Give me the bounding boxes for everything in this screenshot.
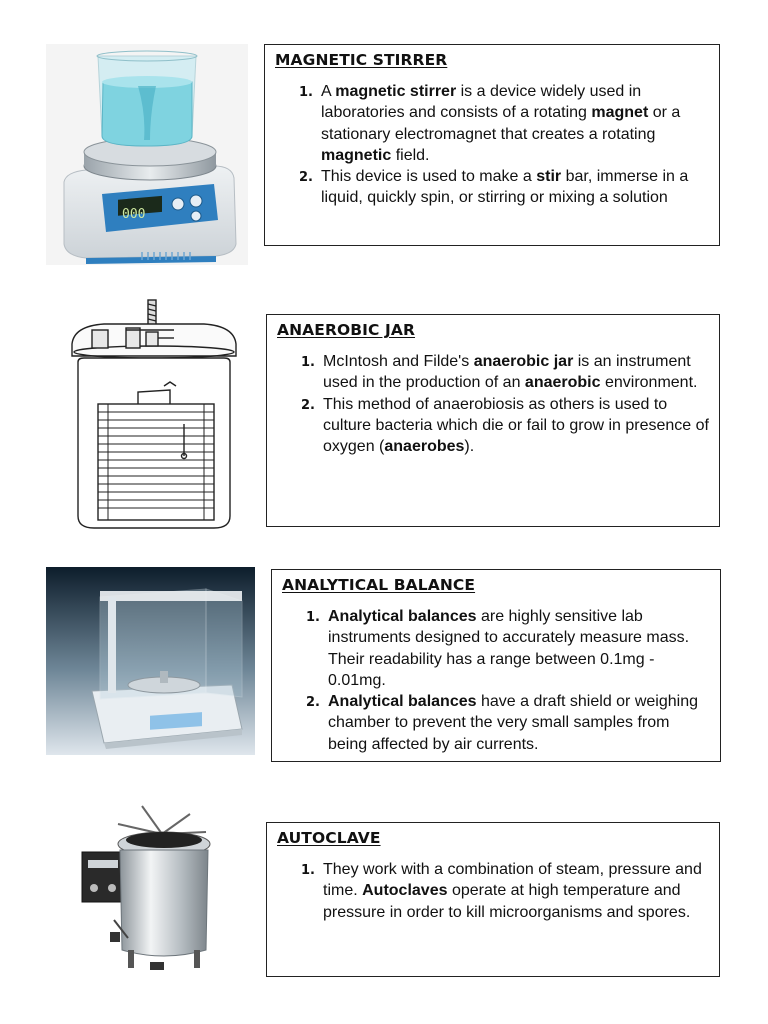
bold-term: magnetic bbox=[321, 146, 392, 164]
section-list bbox=[282, 606, 710, 755]
text-segment: have a draft shield or weighing chamber to prevent the very small samples from being affected by air currents. bbox=[328, 693, 698, 753]
text-segment: environment. bbox=[600, 374, 698, 392]
text-segment: bar, immerse in a liquid, quickly spin, or stirring or mixing a solution bbox=[321, 168, 689, 207]
bold-term: anaerobic bbox=[524, 374, 601, 392]
section-title: ANALYTICAL BALANCE bbox=[282, 576, 476, 594]
text-segment: This device is used to make a bbox=[321, 168, 537, 186]
text-segment: is an instrument used in the production of an bbox=[323, 353, 691, 392]
bold-term: stir bbox=[536, 168, 562, 186]
text-segment: is a device widely used in laboratories and consists of a rotating bbox=[321, 83, 642, 122]
text-segment: They work with a combination of steam, pressure and time. bbox=[323, 861, 702, 900]
text-segment: field. bbox=[391, 146, 430, 164]
magnetic-stirrer-card bbox=[264, 44, 720, 246]
stirrer-display-readout: 000 bbox=[122, 207, 146, 222]
analytical-balance-image bbox=[46, 567, 255, 755]
list-number: 1. bbox=[301, 355, 315, 370]
anaerobic-jar-image bbox=[64, 296, 244, 532]
bold-term: Analytical balances bbox=[328, 608, 477, 625]
list-item bbox=[277, 394, 709, 458]
list-number: 2. bbox=[299, 170, 313, 186]
text-segment: McIntosh and Filde's bbox=[323, 353, 474, 370]
section-list bbox=[277, 859, 709, 923]
list-item bbox=[282, 606, 710, 691]
analytical-balance-card bbox=[271, 569, 721, 762]
magnetic-stirrer-image bbox=[46, 44, 248, 265]
list-number: 2. bbox=[301, 397, 315, 413]
list-number: 1. bbox=[301, 863, 315, 878]
text-segment: ). bbox=[464, 438, 475, 456]
text-segment: A bbox=[321, 83, 336, 100]
text-segment: or a stationary electromagnet that creates a rotating bbox=[321, 104, 681, 143]
bold-term: Analytical balances bbox=[328, 693, 477, 711]
bold-term: magnetic stirrer bbox=[335, 83, 457, 100]
list-item bbox=[275, 166, 709, 209]
list-item bbox=[275, 81, 709, 166]
bold-term: anaerobes bbox=[384, 438, 465, 456]
section-list bbox=[275, 81, 709, 209]
section-title: AUTOCLAVE bbox=[277, 829, 381, 847]
list-item bbox=[282, 691, 710, 755]
section-list bbox=[277, 351, 709, 457]
autoclave-card bbox=[266, 822, 720, 977]
bold-term: anaerobic jar bbox=[473, 353, 574, 370]
list-number: 1. bbox=[306, 610, 320, 625]
section-title: MAGNETIC STIRRER bbox=[275, 51, 448, 69]
list-number: 2. bbox=[306, 695, 320, 711]
section-title: ANAEROBIC JAR bbox=[277, 321, 416, 339]
text-segment: are highly sensitive lab instruments designed to accurately measure mass. Their readability has a range between 0.1mg - 0.01mg. bbox=[328, 608, 690, 689]
list-number: 1. bbox=[299, 85, 313, 100]
bold-term: Autoclaves bbox=[362, 882, 448, 900]
bold-term: magnet bbox=[591, 104, 649, 122]
anaerobic-jar-card bbox=[266, 314, 720, 527]
list-item bbox=[277, 859, 709, 923]
text-segment: operate at high temperature and pressure in order to kill microorganisms and spores. bbox=[323, 882, 691, 921]
autoclave-image bbox=[78, 800, 230, 978]
text-segment: This method of anaerobiosis as others is used to culture bacteria which die or fail to grow in presence of oxygen ( bbox=[323, 395, 709, 456]
list-item bbox=[277, 351, 709, 394]
